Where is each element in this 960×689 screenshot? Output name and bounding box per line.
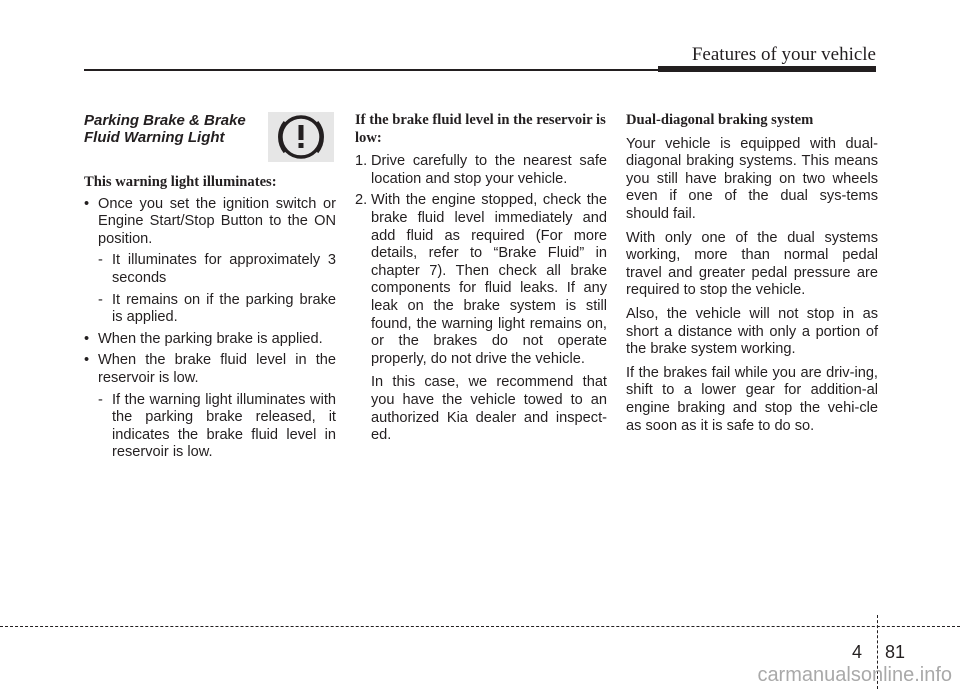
list-item: • When the brake fluid level in the reservoir is low.	[84, 352, 336, 386]
column-middle	[355, 112, 607, 445]
numbered-item: 2. With the engine stopped, check the brake fluid level immediately and add fluid as required (For more details, refer to “Brake Fluid” in chapter 7). Then check all brake components for fluid leaks. If any leak on the brake system is still found, the warning light remains on, or the brakes do not operate properly, do not drive the vehicle.	[355, 192, 607, 367]
paragraph: With only one of the dual systems working, more than normal pedal travel and greater pedal pressure are required to stop the vehicle.	[626, 229, 878, 299]
sub-list-item-text: It illuminates for approximately 3 seconds	[112, 252, 336, 286]
section-title: Parking Brake & Brake Fluid Warning Light	[84, 112, 246, 146]
sub-list-item: - It remains on if the parking brake is applied.	[98, 291, 336, 326]
note-paragraph: In this case, we recommend that you have the vehicle towed to an authorized Kia dealer and inspect-ed.	[371, 374, 607, 444]
list-item: • Once you set the ignition switch or Engine Start/Stop Button to the ON position.	[84, 195, 336, 247]
header-title: Features of your vehicle	[691, 44, 876, 65]
page-number: 81	[885, 642, 906, 662]
list-item-text: When the brake fluid level in the reservoir is low.	[98, 352, 336, 386]
sub-list-item-text: It remains on if the parking brake is applied.	[112, 291, 336, 326]
list-item-text: Once you set the ignition switch or Engine Start/Stop Button to the ON position.	[98, 195, 336, 247]
watermark: carmanualsonline.info	[757, 664, 952, 686]
list-item-text: When the parking brake is applied.	[98, 330, 323, 347]
warning-icon	[268, 112, 334, 162]
header-rule-accent	[658, 66, 876, 72]
column-left	[84, 112, 336, 462]
numbered-item-text: With the engine stopped, check the brake fluid level immediately and add fluid as required (For more details, refer to “Brake Fluid” in chapter 7). Then check all brake components for fluid leaks. If any leak on the brake system is still found, the warning light remains on, or the brakes do not operate properly, do not drive the vehicle.	[371, 192, 607, 367]
chapter-number: 4	[852, 642, 863, 662]
list-item: • When the parking brake is applied.	[84, 331, 336, 349]
paragraph: Also, the vehicle will not stop in as short a distance with only a portion of the brake system working.	[626, 305, 878, 358]
sub-list-item-text: If the warning light illuminates with the parking brake released, it indicates the brake fluid level in reservoir is low.	[112, 391, 336, 461]
section-heading: This warning light illuminates:	[84, 174, 277, 190]
sub-list-item: - If the warning light illuminates with the parking brake released, it indicates the brake fluid level in reservoir is low.	[98, 391, 336, 461]
footer-rule	[0, 626, 960, 627]
header-rule	[84, 69, 658, 71]
section-heading: If the brake fluid level in the reservoir is low:	[355, 112, 606, 146]
paragraph: If the brakes fail while you are driv-ing, shift to a lower gear for addition-al engine braking and stop the vehi-cle as soon as it is safe to do so.	[626, 364, 878, 434]
numbered-item-text: Drive carefully to the nearest safe location and stop your vehicle.	[371, 153, 607, 187]
section-heading: Dual-diagonal braking system	[626, 112, 814, 128]
paragraph: Your vehicle is equipped with dual-diagonal braking systems. This means you still have braking on two wheels even if one of the dual sys-tems should fail.	[626, 135, 878, 222]
numbered-item: 1. Drive carefully to the nearest safe location and stop your vehicle.	[355, 153, 607, 187]
sub-list-item: - It illuminates for approximately 3 seconds	[98, 252, 336, 286]
column-right	[626, 112, 878, 441]
